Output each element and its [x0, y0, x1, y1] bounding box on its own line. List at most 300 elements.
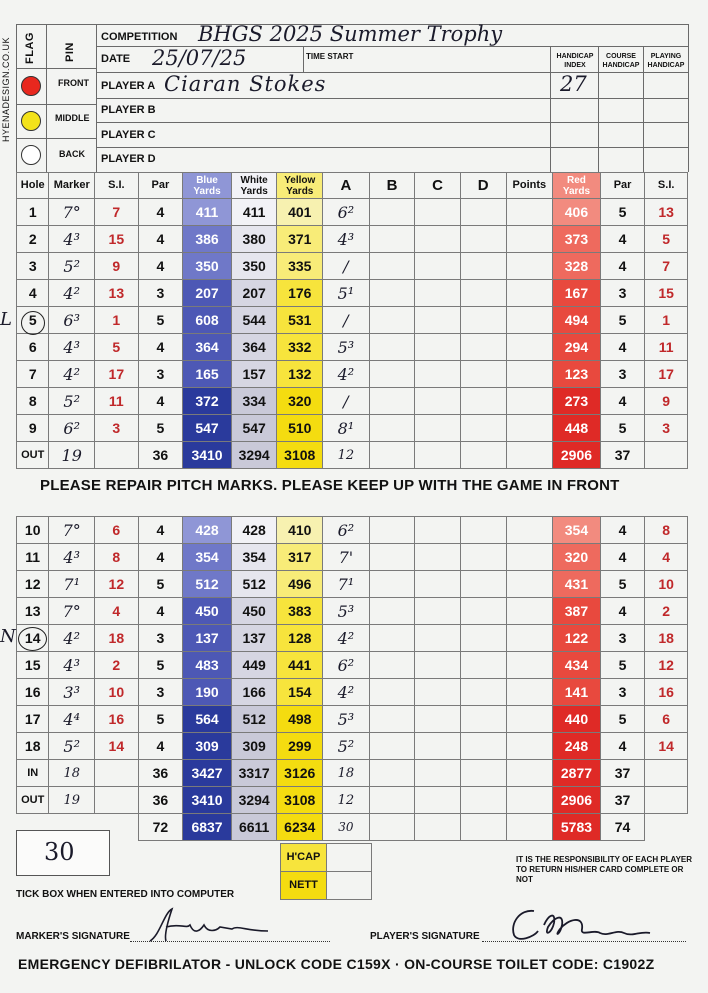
player-b-score[interactable]: [369, 388, 415, 415]
points[interactable]: [506, 334, 553, 361]
player-a-score[interactable]: 4³: [323, 226, 370, 253]
back-row-15: [17, 652, 688, 679]
blue-yards: 309: [183, 733, 232, 760]
points[interactable]: [506, 679, 553, 706]
stroke-index: 6: [95, 517, 139, 544]
stroke-index: 13: [95, 280, 139, 307]
in-blue: 3427: [183, 760, 232, 787]
back-row-16: [17, 679, 688, 706]
marker-signature: [146, 905, 276, 945]
time-start-label: TIME START: [306, 52, 354, 61]
marker-score[interactable]: 7°: [49, 517, 95, 544]
stroke-index: 8: [95, 544, 139, 571]
hdr-white-yards: White Yards: [231, 173, 277, 199]
player-b-score[interactable]: [369, 253, 415, 280]
hole-number: 16: [17, 679, 49, 706]
blue-yards: 372: [183, 388, 232, 415]
par: 5: [138, 706, 183, 733]
margin-mark-l: L: [0, 309, 12, 330]
out2-a: 12: [323, 787, 370, 814]
marker-score[interactable]: 6³: [49, 307, 95, 334]
date-value: 25/07/25: [152, 46, 247, 70]
player-b-score[interactable]: [369, 415, 415, 442]
hdr-yellow-yards: Yellow Yards: [277, 173, 323, 199]
marker-score[interactable]: 5²: [49, 253, 95, 280]
hole-number: 1: [17, 199, 49, 226]
brand-text: HYENADESIGN.CO.UK: [1, 36, 11, 142]
red-yards: 294: [553, 334, 601, 361]
hdr-d: D: [460, 173, 506, 199]
player-d-score[interactable]: [460, 652, 506, 679]
player-a-score[interactable]: 5¹: [323, 280, 370, 307]
player-a-score[interactable]: 5²: [323, 733, 370, 760]
competition-label: COMPETITION: [101, 31, 178, 43]
marker-score[interactable]: 7°: [49, 199, 95, 226]
points[interactable]: [506, 544, 553, 571]
player-d-score[interactable]: [460, 334, 506, 361]
player-b-score[interactable]: [369, 307, 415, 334]
player-c-score[interactable]: [415, 679, 461, 706]
white-yards: 411: [231, 199, 277, 226]
red-stroke-index: 15: [645, 280, 688, 307]
hole-5-circle: [21, 311, 45, 335]
blue-yards: 207: [183, 280, 232, 307]
blue-yards: 450: [183, 598, 232, 625]
player-a-score[interactable]: 7': [323, 544, 370, 571]
red-par: 5: [600, 652, 645, 679]
out2-white: 3294: [231, 787, 277, 814]
yellow-yards: 335: [277, 253, 323, 280]
player-c-score[interactable]: [415, 361, 461, 388]
points[interactable]: [506, 598, 553, 625]
player-a-score[interactable]: 8¹: [323, 415, 370, 442]
total-row: [17, 814, 688, 841]
par: 3: [138, 361, 183, 388]
hdr-red-yards: Red Yards: [553, 173, 601, 199]
player-b-score[interactable]: [369, 517, 415, 544]
marker-score[interactable]: 4³: [49, 334, 95, 361]
white-yards: 137: [231, 625, 277, 652]
in-white: 3317: [231, 760, 277, 787]
red-par: 4: [600, 733, 645, 760]
player-a-score[interactable]: 6²: [323, 517, 370, 544]
player-c-score[interactable]: [415, 598, 461, 625]
red-stroke-index: 5: [645, 226, 688, 253]
red-yards: 141: [553, 679, 601, 706]
white-yards: 512: [231, 571, 277, 598]
white-yards: 450: [231, 598, 277, 625]
pin-middle: MIDDLE: [55, 113, 90, 123]
white-yards: 309: [231, 733, 277, 760]
hole-number: 9: [17, 415, 49, 442]
yellow-yards: 154: [277, 679, 323, 706]
stroke-index: 14: [95, 733, 139, 760]
player-c-label: PLAYER C: [101, 129, 156, 141]
red-yards: 354: [553, 517, 601, 544]
hdr-c: C: [415, 173, 461, 199]
white-yards: 207: [231, 280, 277, 307]
red-yards: 387: [553, 598, 601, 625]
player-c-score[interactable]: [415, 517, 461, 544]
red-stroke-index: 14: [645, 733, 688, 760]
red-stroke-index: 12: [645, 652, 688, 679]
front-row-4: [17, 280, 688, 307]
points[interactable]: [506, 571, 553, 598]
in-red-par: 37: [600, 760, 645, 787]
points[interactable]: [506, 226, 553, 253]
player-d-score[interactable]: [460, 679, 506, 706]
red-par: 4: [600, 598, 645, 625]
in-par: 36: [138, 760, 183, 787]
out-row-2: [17, 787, 688, 814]
player-a-score[interactable]: 4²: [323, 679, 370, 706]
out2-red-par: 37: [600, 787, 645, 814]
red-stroke-index: 2: [645, 598, 688, 625]
player-b-label: PLAYER B: [101, 104, 156, 116]
hdr-si-2: S.I.: [645, 173, 688, 199]
marker-score[interactable]: 4²: [49, 361, 95, 388]
player-d-score[interactable]: [460, 226, 506, 253]
player-d-label: PLAYER D: [101, 153, 156, 165]
player-a-score[interactable]: 6²: [323, 652, 370, 679]
white-yards: 334: [231, 388, 277, 415]
player-c-score[interactable]: [415, 280, 461, 307]
back-row-12: [17, 571, 688, 598]
player-d-score[interactable]: [460, 517, 506, 544]
yellow-yards: 496: [277, 571, 323, 598]
score-box-value: 30: [44, 838, 75, 866]
front-row-8: [17, 388, 688, 415]
player-signature: [504, 903, 654, 945]
out2-par: 36: [138, 787, 183, 814]
par: 5: [138, 652, 183, 679]
flag-label: FLAG: [24, 32, 36, 64]
player-a-score[interactable]: 5³: [323, 706, 370, 733]
out-red-par: 37: [600, 442, 645, 469]
red-stroke-index: 11: [645, 334, 688, 361]
player-b-score[interactable]: [369, 544, 415, 571]
player-c-score[interactable]: [415, 571, 461, 598]
blue-yards: 364: [183, 334, 232, 361]
player-d-score[interactable]: [460, 706, 506, 733]
hdr-b: B: [369, 173, 415, 199]
yellow-yards: 128: [277, 625, 323, 652]
player-c-score[interactable]: [415, 388, 461, 415]
in-label: IN: [17, 760, 49, 787]
white-yards: 544: [231, 307, 277, 334]
marker-signature-label: MARKER'S SIGNATURE: [16, 931, 130, 942]
par: 3: [138, 625, 183, 652]
red-yards: 123: [553, 361, 601, 388]
stroke-index: 12: [95, 571, 139, 598]
out-yellow: 3108: [277, 442, 323, 469]
red-yards: 320: [553, 544, 601, 571]
blue-yards: 386: [183, 226, 232, 253]
stroke-index: 15: [95, 226, 139, 253]
out-marker: 19: [49, 442, 95, 469]
marker-score[interactable]: 5²: [49, 733, 95, 760]
red-par: 5: [600, 706, 645, 733]
player-signature-label: PLAYER'S SIGNATURE: [370, 931, 480, 942]
yellow-yards: 401: [277, 199, 323, 226]
yellow-yards: 332: [277, 334, 323, 361]
par: 4: [138, 199, 183, 226]
yellow-yards: 176: [277, 280, 323, 307]
hole-number: 10: [17, 517, 49, 544]
hdr-hole: Hole: [17, 173, 49, 199]
player-c-score[interactable]: [415, 307, 461, 334]
yellow-yards: 320: [277, 388, 323, 415]
player-b-score[interactable]: [369, 598, 415, 625]
red-par: 4: [600, 334, 645, 361]
player-c-score[interactable]: [415, 733, 461, 760]
player-b-score[interactable]: [369, 706, 415, 733]
hole-number: 4: [17, 280, 49, 307]
player-c-score[interactable]: [415, 199, 461, 226]
player-d-score[interactable]: [460, 307, 506, 334]
hole-number: 17: [17, 706, 49, 733]
red-par: 4: [600, 253, 645, 280]
blue-yards: 350: [183, 253, 232, 280]
red-yards: 434: [553, 652, 601, 679]
marker-score[interactable]: 7¹: [49, 571, 95, 598]
front-row-1: [17, 199, 688, 226]
player-b-score[interactable]: [369, 571, 415, 598]
player-c-score[interactable]: [415, 625, 461, 652]
points[interactable]: [506, 415, 553, 442]
hole-14-circle: [18, 627, 47, 651]
handicap-index-label: HANDICAP INDEX: [556, 53, 594, 69]
back-nine-table: [16, 516, 688, 841]
tick-box-label: TICK BOX WHEN ENTERED INTO COMPUTER: [16, 889, 235, 900]
red-par: 5: [600, 199, 645, 226]
total-red-par: 74: [600, 814, 645, 841]
points[interactable]: [506, 199, 553, 226]
player-a-score[interactable]: 5³: [323, 598, 370, 625]
player-b-score[interactable]: [369, 226, 415, 253]
par: 3: [138, 280, 183, 307]
player-b-score[interactable]: [369, 625, 415, 652]
front-header-row: [17, 173, 688, 199]
player-d-score[interactable]: [460, 361, 506, 388]
yellow-yards: 371: [277, 226, 323, 253]
red-stroke-index: 13: [645, 199, 688, 226]
blue-yards: 354: [183, 544, 232, 571]
stroke-index: 16: [95, 706, 139, 733]
player-c-score[interactable]: [415, 415, 461, 442]
marker-score[interactable]: 4²: [49, 280, 95, 307]
back-row-13: [17, 598, 688, 625]
red-par: 3: [600, 625, 645, 652]
back-row-18: [17, 733, 688, 760]
par: 4: [138, 388, 183, 415]
red-par: 4: [600, 226, 645, 253]
marker-score[interactable]: 7°: [49, 598, 95, 625]
marker-score[interactable]: 5²: [49, 388, 95, 415]
course-handicap-label: COURSE HANDICAP: [602, 53, 640, 69]
player-d-score[interactable]: [460, 598, 506, 625]
player-a-score[interactable]: /: [323, 388, 370, 415]
stroke-index: 17: [95, 361, 139, 388]
player-c-score[interactable]: [415, 253, 461, 280]
yellow-yards: 441: [277, 652, 323, 679]
red-stroke-index: 6: [645, 706, 688, 733]
marker-score[interactable]: 4²: [49, 625, 95, 652]
player-b-score[interactable]: [369, 733, 415, 760]
blue-yards: 483: [183, 652, 232, 679]
player-a-score[interactable]: 4²: [323, 361, 370, 388]
yellow-yards: 317: [277, 544, 323, 571]
points[interactable]: [506, 253, 553, 280]
marker-score[interactable]: 4³: [49, 652, 95, 679]
front-row-5: [17, 307, 688, 334]
stroke-index: 7: [95, 199, 139, 226]
blue-yards: 190: [183, 679, 232, 706]
player-c-score[interactable]: [415, 334, 461, 361]
white-yards: 428: [231, 517, 277, 544]
player-b-score[interactable]: [369, 199, 415, 226]
out-red: 2906: [553, 442, 601, 469]
in-red: 2877: [553, 760, 601, 787]
player-d-score[interactable]: [460, 415, 506, 442]
back-flag-dot: [21, 145, 41, 165]
points[interactable]: [506, 361, 553, 388]
white-yards: 364: [231, 334, 277, 361]
hole-number: 13: [17, 598, 49, 625]
player-d-score[interactable]: [460, 199, 506, 226]
player-d-score[interactable]: [460, 253, 506, 280]
yellow-yards: 410: [277, 517, 323, 544]
white-yards: 157: [231, 361, 277, 388]
par: 5: [138, 571, 183, 598]
hdr-par-2: Par: [600, 173, 645, 199]
nett-box: [280, 871, 327, 900]
stroke-index: 10: [95, 679, 139, 706]
player-b-score[interactable]: [369, 652, 415, 679]
player-d-score[interactable]: [460, 280, 506, 307]
points[interactable]: [506, 388, 553, 415]
par: 4: [138, 517, 183, 544]
in-row: [17, 760, 688, 787]
back-row-11: [17, 544, 688, 571]
front-row-7: [17, 361, 688, 388]
white-yards: 350: [231, 253, 277, 280]
back-row-17: [17, 706, 688, 733]
yellow-yards: 132: [277, 361, 323, 388]
red-stroke-index: 4: [645, 544, 688, 571]
points[interactable]: [506, 652, 553, 679]
par: 4: [138, 598, 183, 625]
competition-value: BHGS 2025 Summer Trophy: [198, 22, 503, 46]
marker-score[interactable]: 6²: [49, 415, 95, 442]
par: 5: [138, 415, 183, 442]
out2-red: 2906: [553, 787, 601, 814]
yellow-yards: 510: [277, 415, 323, 442]
player-b-score[interactable]: [369, 361, 415, 388]
player-d-score[interactable]: [460, 571, 506, 598]
red-stroke-index: 18: [645, 625, 688, 652]
front-nine-table: [16, 172, 688, 469]
red-par: 3: [600, 361, 645, 388]
player-a-label: PLAYER A: [101, 80, 156, 92]
player-d-score[interactable]: [460, 544, 506, 571]
player-b-score[interactable]: [369, 679, 415, 706]
hole-number: 11: [17, 544, 49, 571]
total-par: 72: [138, 814, 183, 841]
white-yards: 547: [231, 415, 277, 442]
marker-score[interactable]: 4³: [49, 544, 95, 571]
front-row-6: [17, 334, 688, 361]
total-blue: 6837: [183, 814, 232, 841]
stroke-index: 1: [95, 307, 139, 334]
stroke-index: 3: [95, 415, 139, 442]
stroke-index: 18: [95, 625, 139, 652]
player-a-score[interactable]: 6²: [323, 199, 370, 226]
points[interactable]: [506, 733, 553, 760]
pin-front: FRONT: [58, 78, 89, 88]
par: 4: [138, 733, 183, 760]
marker-score[interactable]: 3³: [49, 679, 95, 706]
nett-label: NETT: [289, 879, 318, 891]
player-b-score[interactable]: [369, 334, 415, 361]
points[interactable]: [506, 280, 553, 307]
marker-score[interactable]: 4⁴: [49, 706, 95, 733]
player-a-score[interactable]: /: [323, 253, 370, 280]
player-a-score[interactable]: 5³: [323, 334, 370, 361]
player-d-score[interactable]: [460, 733, 506, 760]
middle-flag-dot: [21, 111, 41, 131]
blue-yards: 512: [183, 571, 232, 598]
out-row: [17, 442, 688, 469]
front-row-9: [17, 415, 688, 442]
player-c-score[interactable]: [415, 652, 461, 679]
par: 3: [138, 679, 183, 706]
player-d-score[interactable]: [460, 388, 506, 415]
player-a-score[interactable]: /: [323, 307, 370, 334]
red-par: 4: [600, 544, 645, 571]
red-yards: 494: [553, 307, 601, 334]
player-a-score[interactable]: 7¹: [323, 571, 370, 598]
player-c-score[interactable]: [415, 544, 461, 571]
responsibility-note: IT IS THE RESPONSIBILITY OF EACH PLAYER TO RETURN HIS/HER CARD COMPLETE OR NOT: [516, 855, 693, 884]
player-d-score[interactable]: [460, 625, 506, 652]
player-b-score[interactable]: [369, 280, 415, 307]
front-row-2: [17, 226, 688, 253]
marker-score[interactable]: 4³: [49, 226, 95, 253]
date-label: DATE: [101, 53, 131, 65]
player-c-score[interactable]: [415, 706, 461, 733]
stroke-index: 4: [95, 598, 139, 625]
player-a-score[interactable]: 4²: [323, 625, 370, 652]
red-par: 4: [600, 517, 645, 544]
points[interactable]: [506, 706, 553, 733]
hole-number: 8: [17, 388, 49, 415]
points[interactable]: [506, 517, 553, 544]
out-label: OUT: [17, 442, 49, 469]
player-a-handicap-index: 27: [560, 72, 587, 96]
red-stroke-index: 1: [645, 307, 688, 334]
points[interactable]: [506, 307, 553, 334]
red-par: 3: [600, 280, 645, 307]
pitch-marks-message: PLEASE REPAIR PITCH MARKS. PLEASE KEEP UP WITH THE GAME IN FRONT: [40, 477, 620, 494]
white-yards: 512: [231, 706, 277, 733]
total-yellow: 6234: [277, 814, 323, 841]
hole-number: 15: [17, 652, 49, 679]
player-c-score[interactable]: [415, 226, 461, 253]
stroke-index: 11: [95, 388, 139, 415]
points[interactable]: [506, 625, 553, 652]
blue-yards: 165: [183, 361, 232, 388]
